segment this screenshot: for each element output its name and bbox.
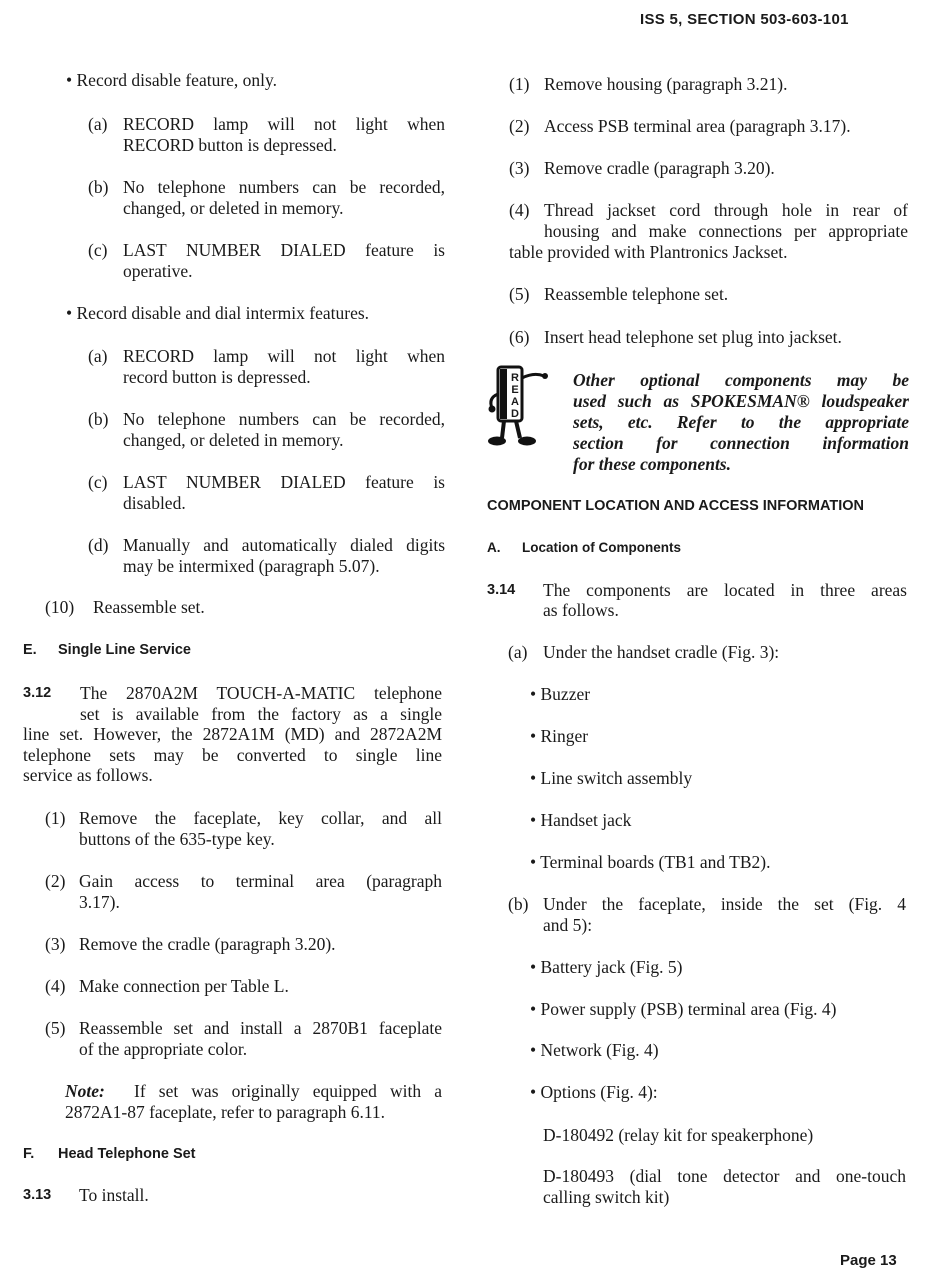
paragraph-text: telephone sets may be converted to single line (23, 745, 442, 765)
step-text: Thread jackset cord through hole in rear of (544, 200, 908, 220)
paragraph-text: set is available from the factory as a single (80, 704, 442, 724)
paragraph-text: To install. (79, 1185, 149, 1205)
item-label: (d) (88, 535, 109, 555)
step-text: Insert head telephone set plug into jackset. (544, 327, 842, 347)
item-text: changed, or deleted in memory. (123, 430, 344, 450)
section-letter: E. (23, 642, 37, 658)
option-item: D-180493 (dial tone detector and one-touch (543, 1166, 906, 1186)
bullet-record-disable-intermix: • Record disable and dial intermix features. (66, 303, 370, 323)
option-item: calling switch kit) (543, 1187, 670, 1207)
step-label: (5) (45, 1018, 66, 1038)
step-text: Access PSB terminal area (paragraph 3.17). (544, 116, 851, 136)
note-text: 2872A1-87 faceplate, refer to paragraph 6.11. (65, 1102, 386, 1122)
step-label: (6) (509, 327, 530, 347)
section-title: Location of Components (522, 540, 681, 555)
callout-text: for these components. (573, 454, 731, 474)
item-text: RECORD lamp will not light when (123, 346, 445, 366)
step-text: Reassemble set. (93, 597, 205, 617)
item-label: (c) (88, 472, 108, 492)
item-text: and 5): (543, 915, 593, 935)
item-text: disabled. (123, 493, 186, 513)
step-text: of the appropriate color. (79, 1039, 248, 1059)
item-label: (a) (88, 114, 108, 134)
item-text: Under the handset cradle (Fig. 3): (543, 642, 780, 662)
section-heading: COMPONENT LOCATION AND ACCESS INFORMATION (487, 498, 864, 514)
paragraph-number: 3.14 (487, 582, 516, 598)
note-text: If set was originally equipped with a (134, 1081, 442, 1101)
section-letter: A. (487, 540, 501, 555)
page-number: Page 13 (840, 1252, 897, 1269)
step-label: (4) (45, 976, 66, 996)
step-text: Gain access to terminal area (paragraph (79, 871, 442, 891)
list-item: • Handset jack (530, 810, 632, 830)
step-text: Make connection per Table L. (79, 976, 289, 996)
step-text: Remove housing (paragraph 3.21). (544, 74, 788, 94)
step-label: (1) (45, 808, 66, 828)
paragraph-text: line set. However, the 2872A1M (MD) and 2872A2M (23, 724, 442, 744)
item-label: (b) (88, 409, 109, 429)
step-label: (1) (509, 74, 530, 94)
item-label: (b) (508, 894, 529, 914)
item-text: LAST NUMBER DIALED feature is (123, 472, 445, 492)
step-label: (10) (45, 597, 75, 617)
callout-text: section for connection information (573, 433, 909, 453)
step-label: (3) (45, 934, 66, 954)
item-text: operative. (123, 261, 193, 281)
item-text: LAST NUMBER DIALED feature is (123, 240, 445, 260)
item-text: Under the faceplate, inside the set (Fig. 4 (543, 894, 906, 914)
step-text: Remove the faceplate, key collar, and all (79, 808, 442, 828)
item-text: RECORD button is depressed. (123, 135, 337, 155)
callout-text: sets, etc. Refer to the appropriate (573, 412, 909, 432)
item-text: No telephone numbers can be recorded, (123, 177, 445, 197)
read-icon-label: READ (511, 372, 519, 420)
step-text: Reassemble telephone set. (544, 284, 729, 304)
item-text: Manually and automatically dialed digits (123, 535, 445, 555)
step-text: table provided with Plantronics Jackset. (509, 242, 788, 262)
step-label: (4) (509, 200, 530, 220)
item-text: may be intermixed (paragraph 5.07). (123, 556, 380, 576)
step-text: Remove the cradle (paragraph 3.20). (79, 934, 336, 954)
paragraph-text: The components are located in three areas (543, 580, 907, 600)
step-label: (2) (509, 116, 530, 136)
step-label: (2) (45, 871, 66, 891)
list-item: • Options (Fig. 4): (530, 1082, 658, 1102)
list-item: • Network (Fig. 4) (530, 1040, 659, 1060)
list-item: • Battery jack (Fig. 5) (530, 957, 683, 977)
list-item: • Buzzer (530, 684, 591, 704)
step-label: (5) (509, 284, 530, 304)
step-label: (3) (509, 158, 530, 178)
item-text: RECORD lamp will not light when (123, 114, 445, 134)
section-letter: F. (23, 1146, 35, 1162)
list-item: • Terminal boards (TB1 and TB2). (530, 852, 771, 872)
step-text: 3.17). (79, 892, 120, 912)
step-text: Reassemble set and install a 2870B1 faceplate (79, 1018, 442, 1038)
paragraph-text: service as follows. (23, 765, 153, 785)
callout-text: used such as SPOKESMAN® loudspeaker (573, 391, 909, 411)
list-item: • Line switch assembly (530, 768, 693, 788)
note-label: Note: (65, 1081, 105, 1101)
item-label: (a) (88, 346, 108, 366)
section-title: Single Line Service (58, 642, 191, 658)
step-text: buttons of the 635-type key. (79, 829, 275, 849)
callout-text: Other optional components may be (573, 370, 909, 390)
step-text: housing and make connections per appropriate (544, 221, 908, 241)
item-label: (a) (508, 642, 528, 662)
bullet-record-disable: • Record disable feature, only. (66, 70, 278, 90)
page-header: ISS 5, SECTION 503-603-101 (640, 11, 849, 28)
item-text: changed, or deleted in memory. (123, 198, 344, 218)
item-label: (b) (88, 177, 109, 197)
paragraph-text: as follows. (543, 600, 619, 620)
section-title: Head Telephone Set (58, 1146, 196, 1162)
paragraph-text: The 2870A2M TOUCH-A-MATIC telephone (80, 683, 442, 703)
list-item: • Ringer (530, 726, 589, 746)
item-label: (c) (88, 240, 108, 260)
item-text: record button is depressed. (123, 367, 311, 387)
step-text: Remove cradle (paragraph 3.20). (544, 158, 775, 178)
list-item: • Power supply (PSB) terminal area (Fig. 4) (530, 999, 837, 1019)
paragraph-number: 3.12 (23, 685, 52, 701)
paragraph-number: 3.13 (23, 1187, 52, 1203)
item-text: No telephone numbers can be recorded, (123, 409, 445, 429)
option-item: D-180492 (relay kit for speakerphone) (543, 1125, 814, 1145)
read-character-icon (482, 364, 552, 448)
